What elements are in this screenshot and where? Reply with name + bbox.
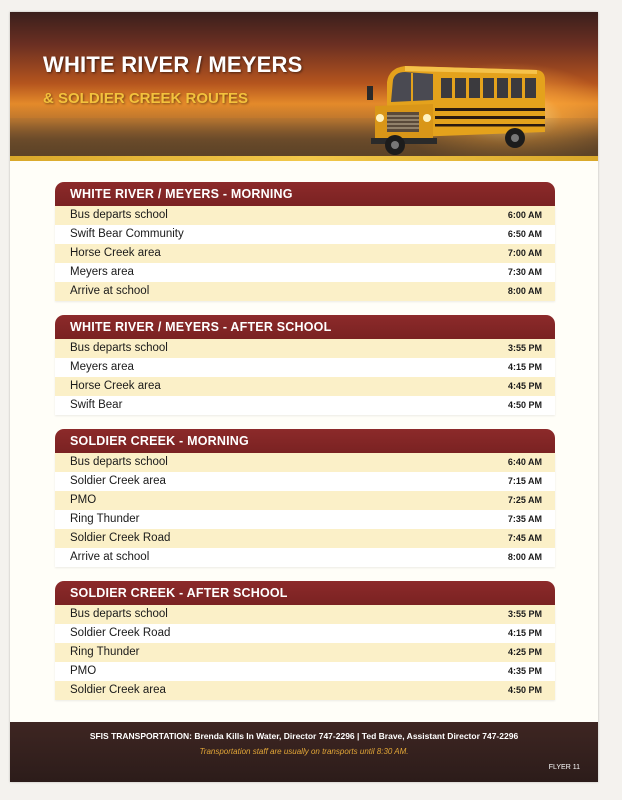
schedule-row bbox=[55, 681, 555, 700]
assistant-contact: Ted Brave, Assistant Director 747-2296 bbox=[361, 731, 519, 741]
stop-name: Soldier Creek Road bbox=[70, 532, 171, 544]
stop-name: Ring Thunder bbox=[70, 513, 140, 525]
stop-name: Ring Thunder bbox=[70, 646, 140, 658]
page-subtitle: & SOLDIER CREEK ROUTES bbox=[43, 90, 249, 107]
director-contact: Brenda Kills In Water, Director 747-2296 bbox=[194, 731, 355, 741]
schedule-row bbox=[55, 244, 555, 263]
stop-name: Meyers area bbox=[70, 266, 134, 278]
stop-time: 7:45 AM bbox=[507, 533, 542, 543]
stop-time: 7:00 AM bbox=[507, 248, 542, 258]
schedule-row bbox=[55, 263, 555, 282]
flyer-number: FLYER 11 bbox=[548, 764, 580, 771]
stop-name: Arrive at school bbox=[70, 551, 150, 563]
stop-time: 6:00 AM bbox=[507, 210, 542, 220]
stop-name: Bus departs school bbox=[70, 209, 168, 221]
section-heading: WHITE RIVER / MEYERS - MORNING bbox=[55, 182, 555, 206]
section-soldier-creek-after-school bbox=[55, 581, 555, 700]
schedule-row bbox=[55, 339, 555, 358]
schedule-row bbox=[55, 548, 555, 567]
schedule-row bbox=[55, 529, 555, 548]
org-label: SFIS TRANSPORTATION: bbox=[89, 731, 192, 741]
stop-time: 4:35 PM bbox=[507, 666, 542, 676]
contact-separator: | bbox=[357, 731, 360, 741]
stop-time: 4:50 PM bbox=[507, 400, 542, 410]
transport-note: Transportation staff are usually on transports until 8:30 AM. bbox=[199, 747, 409, 756]
schedule-row bbox=[55, 491, 555, 510]
stop-time: 4:45 PM bbox=[507, 381, 542, 391]
section-white-river-after-school bbox=[55, 315, 555, 415]
schedule-row bbox=[55, 206, 555, 225]
stop-time: 3:55 PM bbox=[507, 609, 542, 619]
gold-divider bbox=[10, 156, 598, 161]
school-bus-icon bbox=[365, 50, 550, 160]
schedule-row bbox=[55, 396, 555, 415]
section-heading: SOLDIER CREEK - MORNING bbox=[55, 429, 555, 453]
stop-name: Soldier Creek Road bbox=[70, 627, 171, 639]
stop-time: 7:25 AM bbox=[507, 495, 542, 505]
schedule-row bbox=[55, 282, 555, 301]
flyer-page bbox=[10, 12, 598, 782]
stop-time: 7:15 AM bbox=[507, 476, 542, 486]
schedule-row bbox=[55, 510, 555, 529]
page-title: WHITE RIVER / MEYERS bbox=[43, 52, 303, 77]
schedule-row bbox=[55, 472, 555, 491]
stop-name: Horse Creek area bbox=[70, 247, 161, 259]
stop-name: Arrive at school bbox=[70, 285, 150, 297]
stop-name: Bus departs school bbox=[70, 456, 168, 468]
footer-bar bbox=[10, 722, 598, 782]
contact-line bbox=[10, 731, 598, 741]
stop-time: 4:15 PM bbox=[507, 628, 542, 638]
stop-name: Soldier Creek area bbox=[70, 684, 166, 696]
stop-time: 4:15 PM bbox=[507, 362, 542, 372]
schedule-row bbox=[55, 662, 555, 681]
schedule-row bbox=[55, 358, 555, 377]
stop-time: 6:50 AM bbox=[507, 229, 542, 239]
schedule-row bbox=[55, 453, 555, 472]
stop-time: 8:00 AM bbox=[507, 286, 542, 296]
section-heading: SOLDIER CREEK - AFTER SCHOOL bbox=[55, 581, 555, 605]
section-heading: WHITE RIVER / MEYERS - AFTER SCHOOL bbox=[55, 315, 555, 339]
stop-time: 6:40 AM bbox=[507, 457, 542, 467]
section-white-river-morning bbox=[55, 182, 555, 301]
stop-name: PMO bbox=[70, 665, 97, 677]
schedule-row bbox=[55, 605, 555, 624]
stop-name: Bus departs school bbox=[70, 342, 168, 354]
stop-name: Horse Creek area bbox=[70, 380, 161, 392]
schedule-row bbox=[55, 643, 555, 662]
section-soldier-creek-morning bbox=[55, 429, 555, 567]
schedule-row bbox=[55, 624, 555, 643]
stop-name: Bus departs school bbox=[70, 608, 168, 620]
header-banner bbox=[10, 12, 598, 160]
stop-time: 7:30 AM bbox=[507, 267, 542, 277]
stop-name: Swift Bear Community bbox=[70, 228, 184, 240]
stop-time: 4:50 PM bbox=[507, 685, 542, 695]
stop-time: 3:55 PM bbox=[507, 343, 542, 353]
stop-name: Swift Bear bbox=[70, 399, 123, 411]
stop-time: 4:25 PM bbox=[507, 647, 542, 657]
stop-time: 7:35 AM bbox=[507, 514, 542, 524]
schedule-row bbox=[55, 225, 555, 244]
schedule-row bbox=[55, 377, 555, 396]
stop-name: PMO bbox=[70, 494, 97, 506]
stop-name: Soldier Creek area bbox=[70, 475, 166, 487]
stop-name: Meyers area bbox=[70, 361, 134, 373]
stop-time: 8:00 AM bbox=[507, 552, 542, 562]
